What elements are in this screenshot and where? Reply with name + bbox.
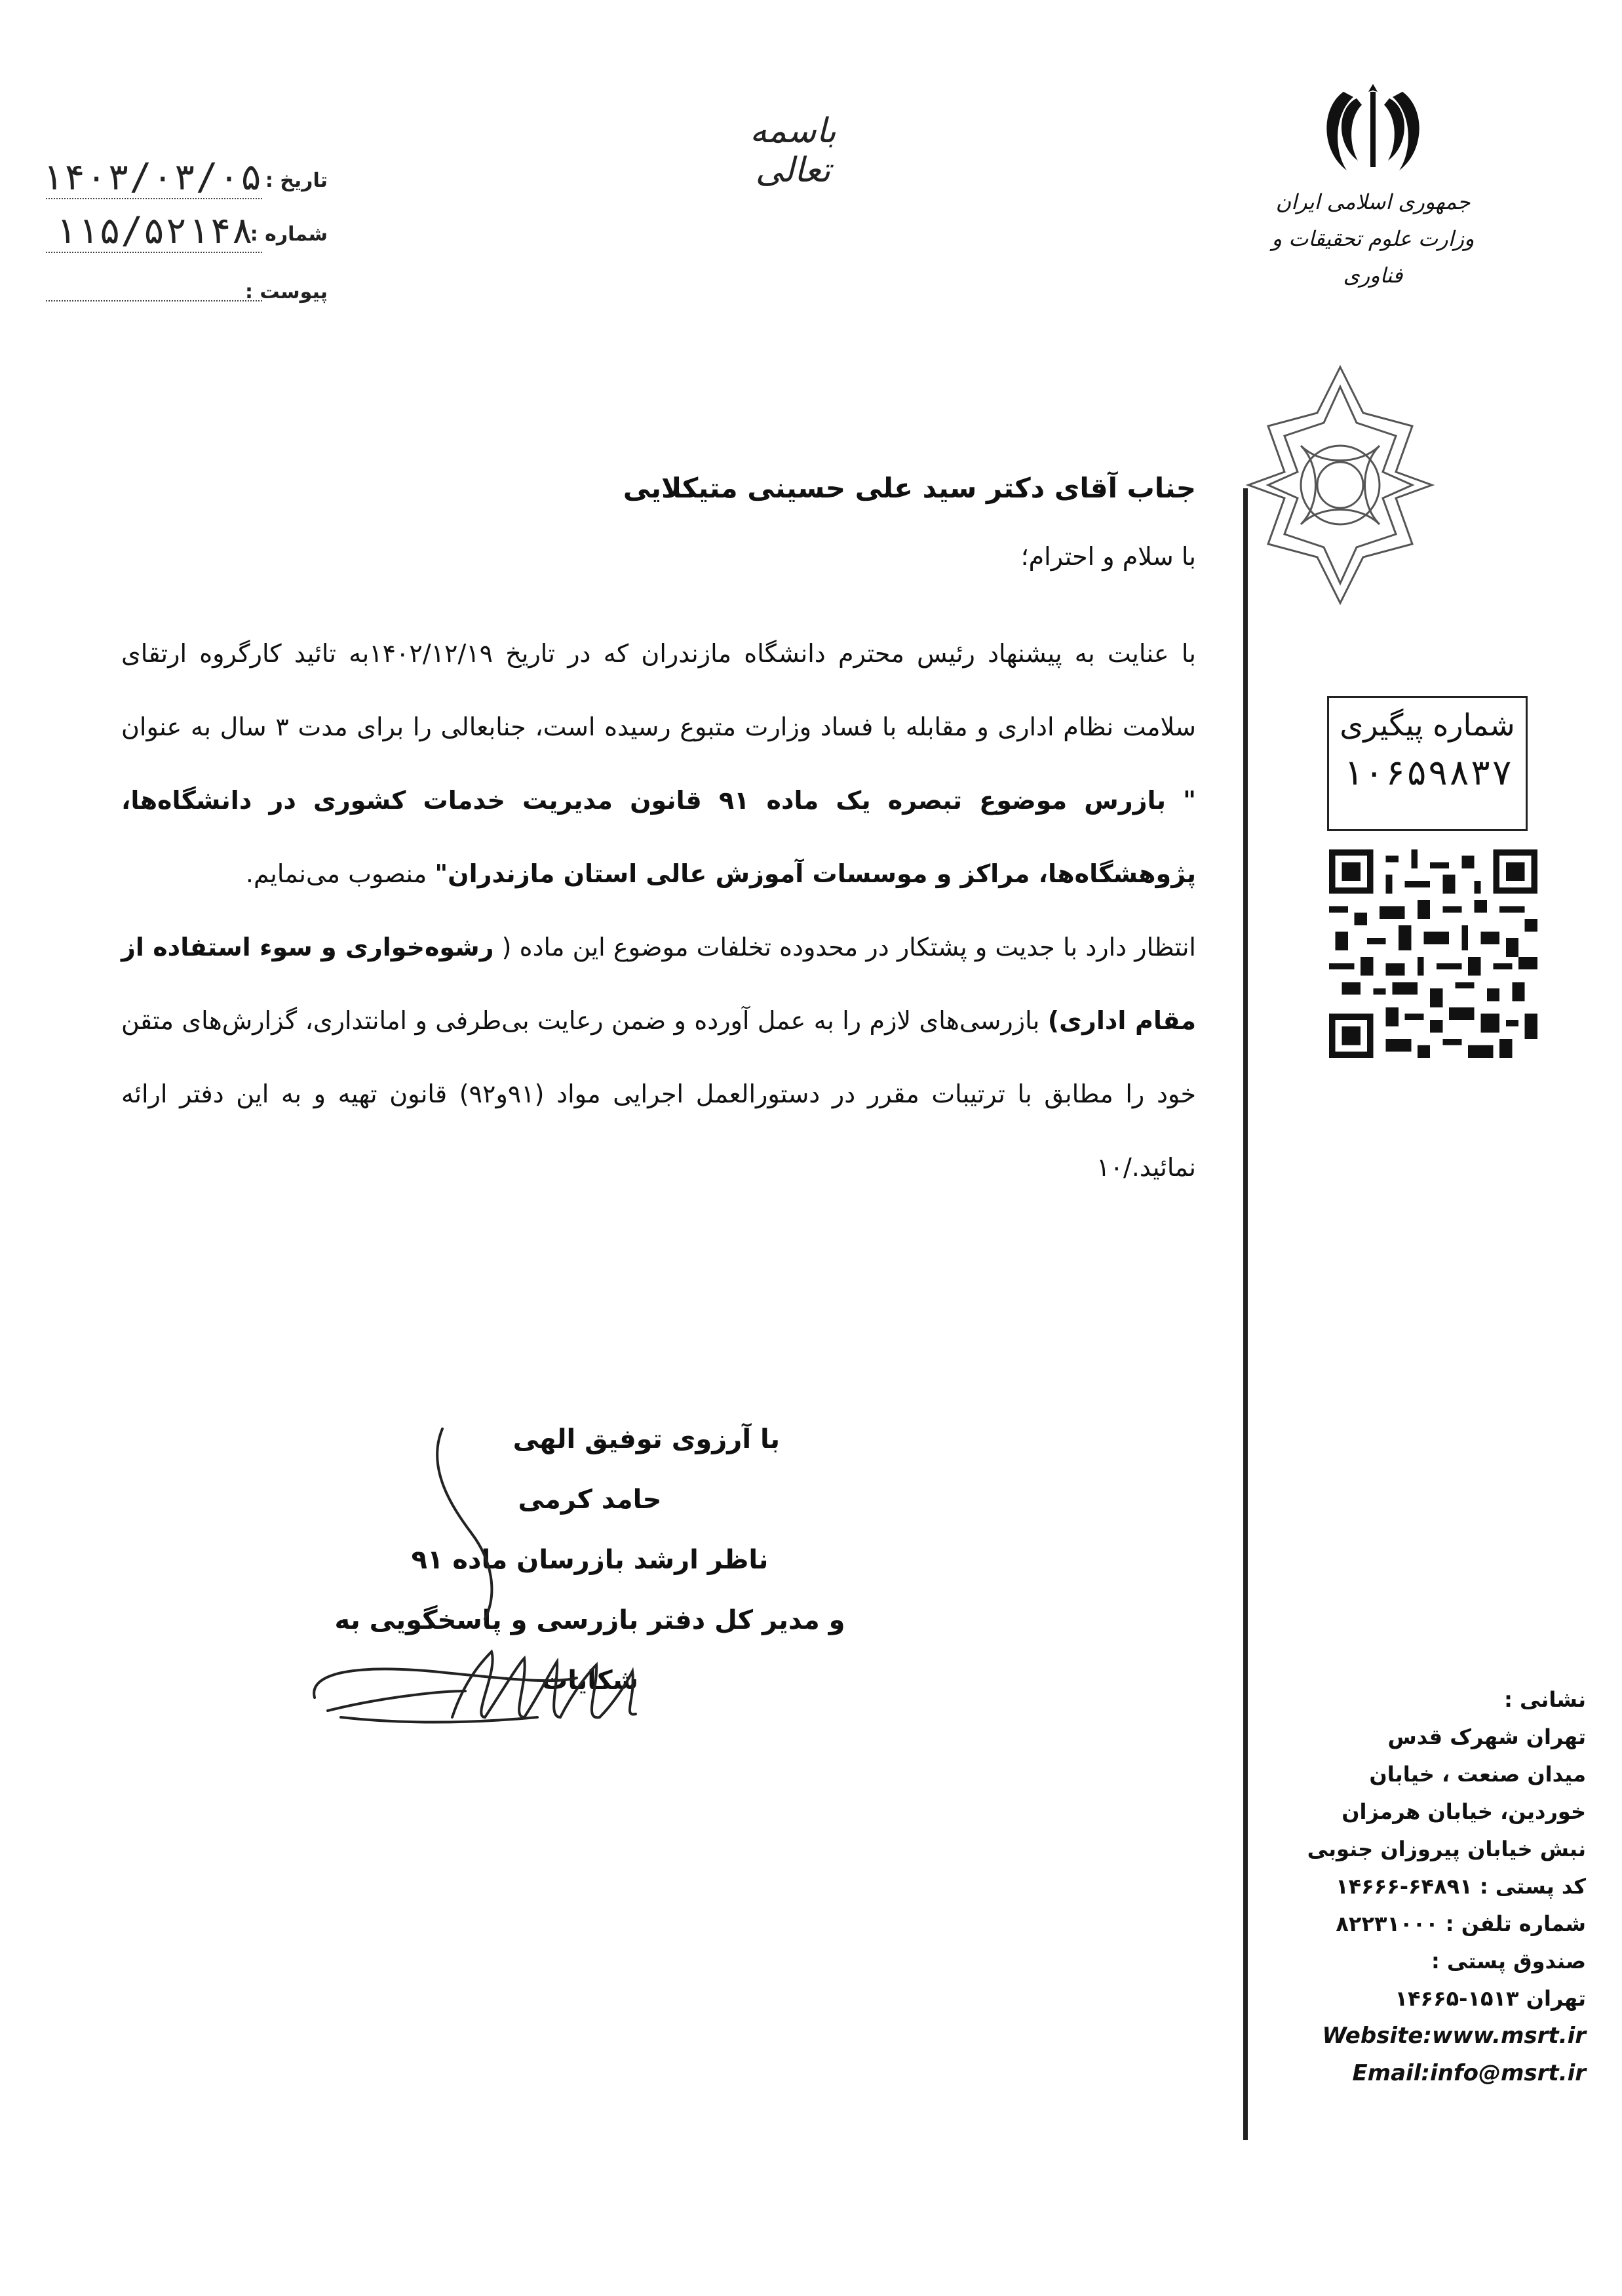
- inspector-title: " بازرس موضوع تبصره یک ماده ۹۱ قانون مدیریت خدمات کشوری در دانشگاه‌ها، پژوهشگاه‌ها، مراکز و موسسات آموزش عالی استان مازندران": [121, 786, 1196, 888]
- ministry-name: [1245, 184, 1501, 294]
- iran-emblem-icon: [1317, 79, 1429, 177]
- postal-code: کد پستی : ۶۴۸۹۱-۱۴۶۶۶: [1336, 1874, 1586, 1899]
- address-line-4: نبش خیابان پیروزان جنوبی: [1307, 1837, 1586, 1861]
- number-row: [39, 211, 328, 257]
- paragraph-2: [121, 910, 1196, 1204]
- invocation-text: باسمه تعالی: [750, 111, 836, 190]
- qr-code-icon: [1329, 849, 1537, 1058]
- address-block: [1258, 1681, 1586, 2092]
- attachment-line: [46, 300, 262, 302]
- po-box-label: صندوق پستی :: [1431, 1949, 1586, 1974]
- phone: شماره تلفن : ۸۲۲۳۱۰۰۰: [1336, 1911, 1586, 1936]
- address-line-1: تهران شهرک قدس: [1387, 1724, 1586, 1749]
- paragraph-1-text-c: منصوب می‌نمایم.: [245, 859, 427, 888]
- paragraph-1: [121, 617, 1196, 910]
- closing-text: با آرزوی توفیق الهی: [512, 1424, 780, 1454]
- vertical-divider: [1243, 488, 1248, 2140]
- handwritten-signature-icon: [301, 1409, 708, 1776]
- signer-title-2: و مدیر کل دفتر بازرسی و پاسخگویی به شکایات: [334, 1605, 845, 1696]
- violation-types: رشوه‌خواری و سوء استفاده از مقام اداری): [121, 933, 1196, 1035]
- paragraph-1-text-a: با عنایت به پیشنهاد رئیس محترم دانشگاه مازندران که در تاریخ ۱۴۰۲/۱۲/۱۹به تائید کارگروه ارتقای سلامت نظام اداری و مقابله با فساد وزارت متبوع رسیده است، جنابعالی را برای مدت ۳ سال به عنوان: [121, 639, 1196, 741]
- date-row: [39, 157, 328, 203]
- tracking-box: [1327, 696, 1528, 831]
- org-line-1: جمهوری اسلامی ایران: [1275, 189, 1471, 214]
- attachment-row: [39, 269, 328, 315]
- tracking-label: شماره پیگیری: [1340, 707, 1515, 743]
- signer-name: حامد کرمی: [518, 1485, 662, 1515]
- website: Website:www.msrt.ir: [1322, 2023, 1586, 2049]
- address-line-2: میدان صنعت ، خیابان: [1369, 1762, 1586, 1787]
- letter-body: [121, 472, 1196, 1204]
- number-value: ۱۱۵/۵۲۱۴۸: [46, 211, 262, 253]
- paragraph-2-text-c: بازرسی‌های لازم را به عمل آورده و ضمن رعایت بی‌طرفی و امانتداری، گزارش‌های متقن خود را مطابق با ترتیبات مقرر در دستورالعمل اجرایی مواد (۹۱و۹۲) قانون تهیه و به این دفتر ارائه نمائید./۱۰: [121, 1006, 1196, 1182]
- addressee: جناب آقای دکتر سید علی حسینی متیکلایی: [623, 472, 1196, 504]
- attachment-label: پیوست :: [244, 281, 328, 303]
- paragraph-2-text-a: انتظار دارد با جدیت و پشتکار در محدوده تخلفات موضوع این ماده (: [501, 933, 1196, 962]
- address-line-3: خوردین، خیابان هرمزان: [1342, 1799, 1586, 1824]
- ornament-rosette-icon: [1242, 360, 1439, 610]
- po-box: تهران ۱۵۱۳-۱۴۶۶۵: [1395, 1986, 1586, 2011]
- org-line-2: وزارت علوم تحقیقات و فناوری: [1271, 226, 1475, 288]
- signer-title-1: ناظر ارشد بازرسان ماده ۹۱: [411, 1545, 769, 1575]
- number-label: شماره :: [250, 223, 328, 246]
- date-label: تاریخ :: [265, 169, 328, 192]
- date-value: ۱۴۰۳/۰۳/۰۵: [41, 156, 262, 199]
- greeting: با سلام و احترام؛: [1020, 542, 1196, 571]
- address-label: نشانی :: [1504, 1687, 1586, 1712]
- email: Email:info@msrt.ir: [1352, 2060, 1586, 2086]
- tracking-number: ۱۰۶۵۹۸۳۷: [1342, 752, 1513, 793]
